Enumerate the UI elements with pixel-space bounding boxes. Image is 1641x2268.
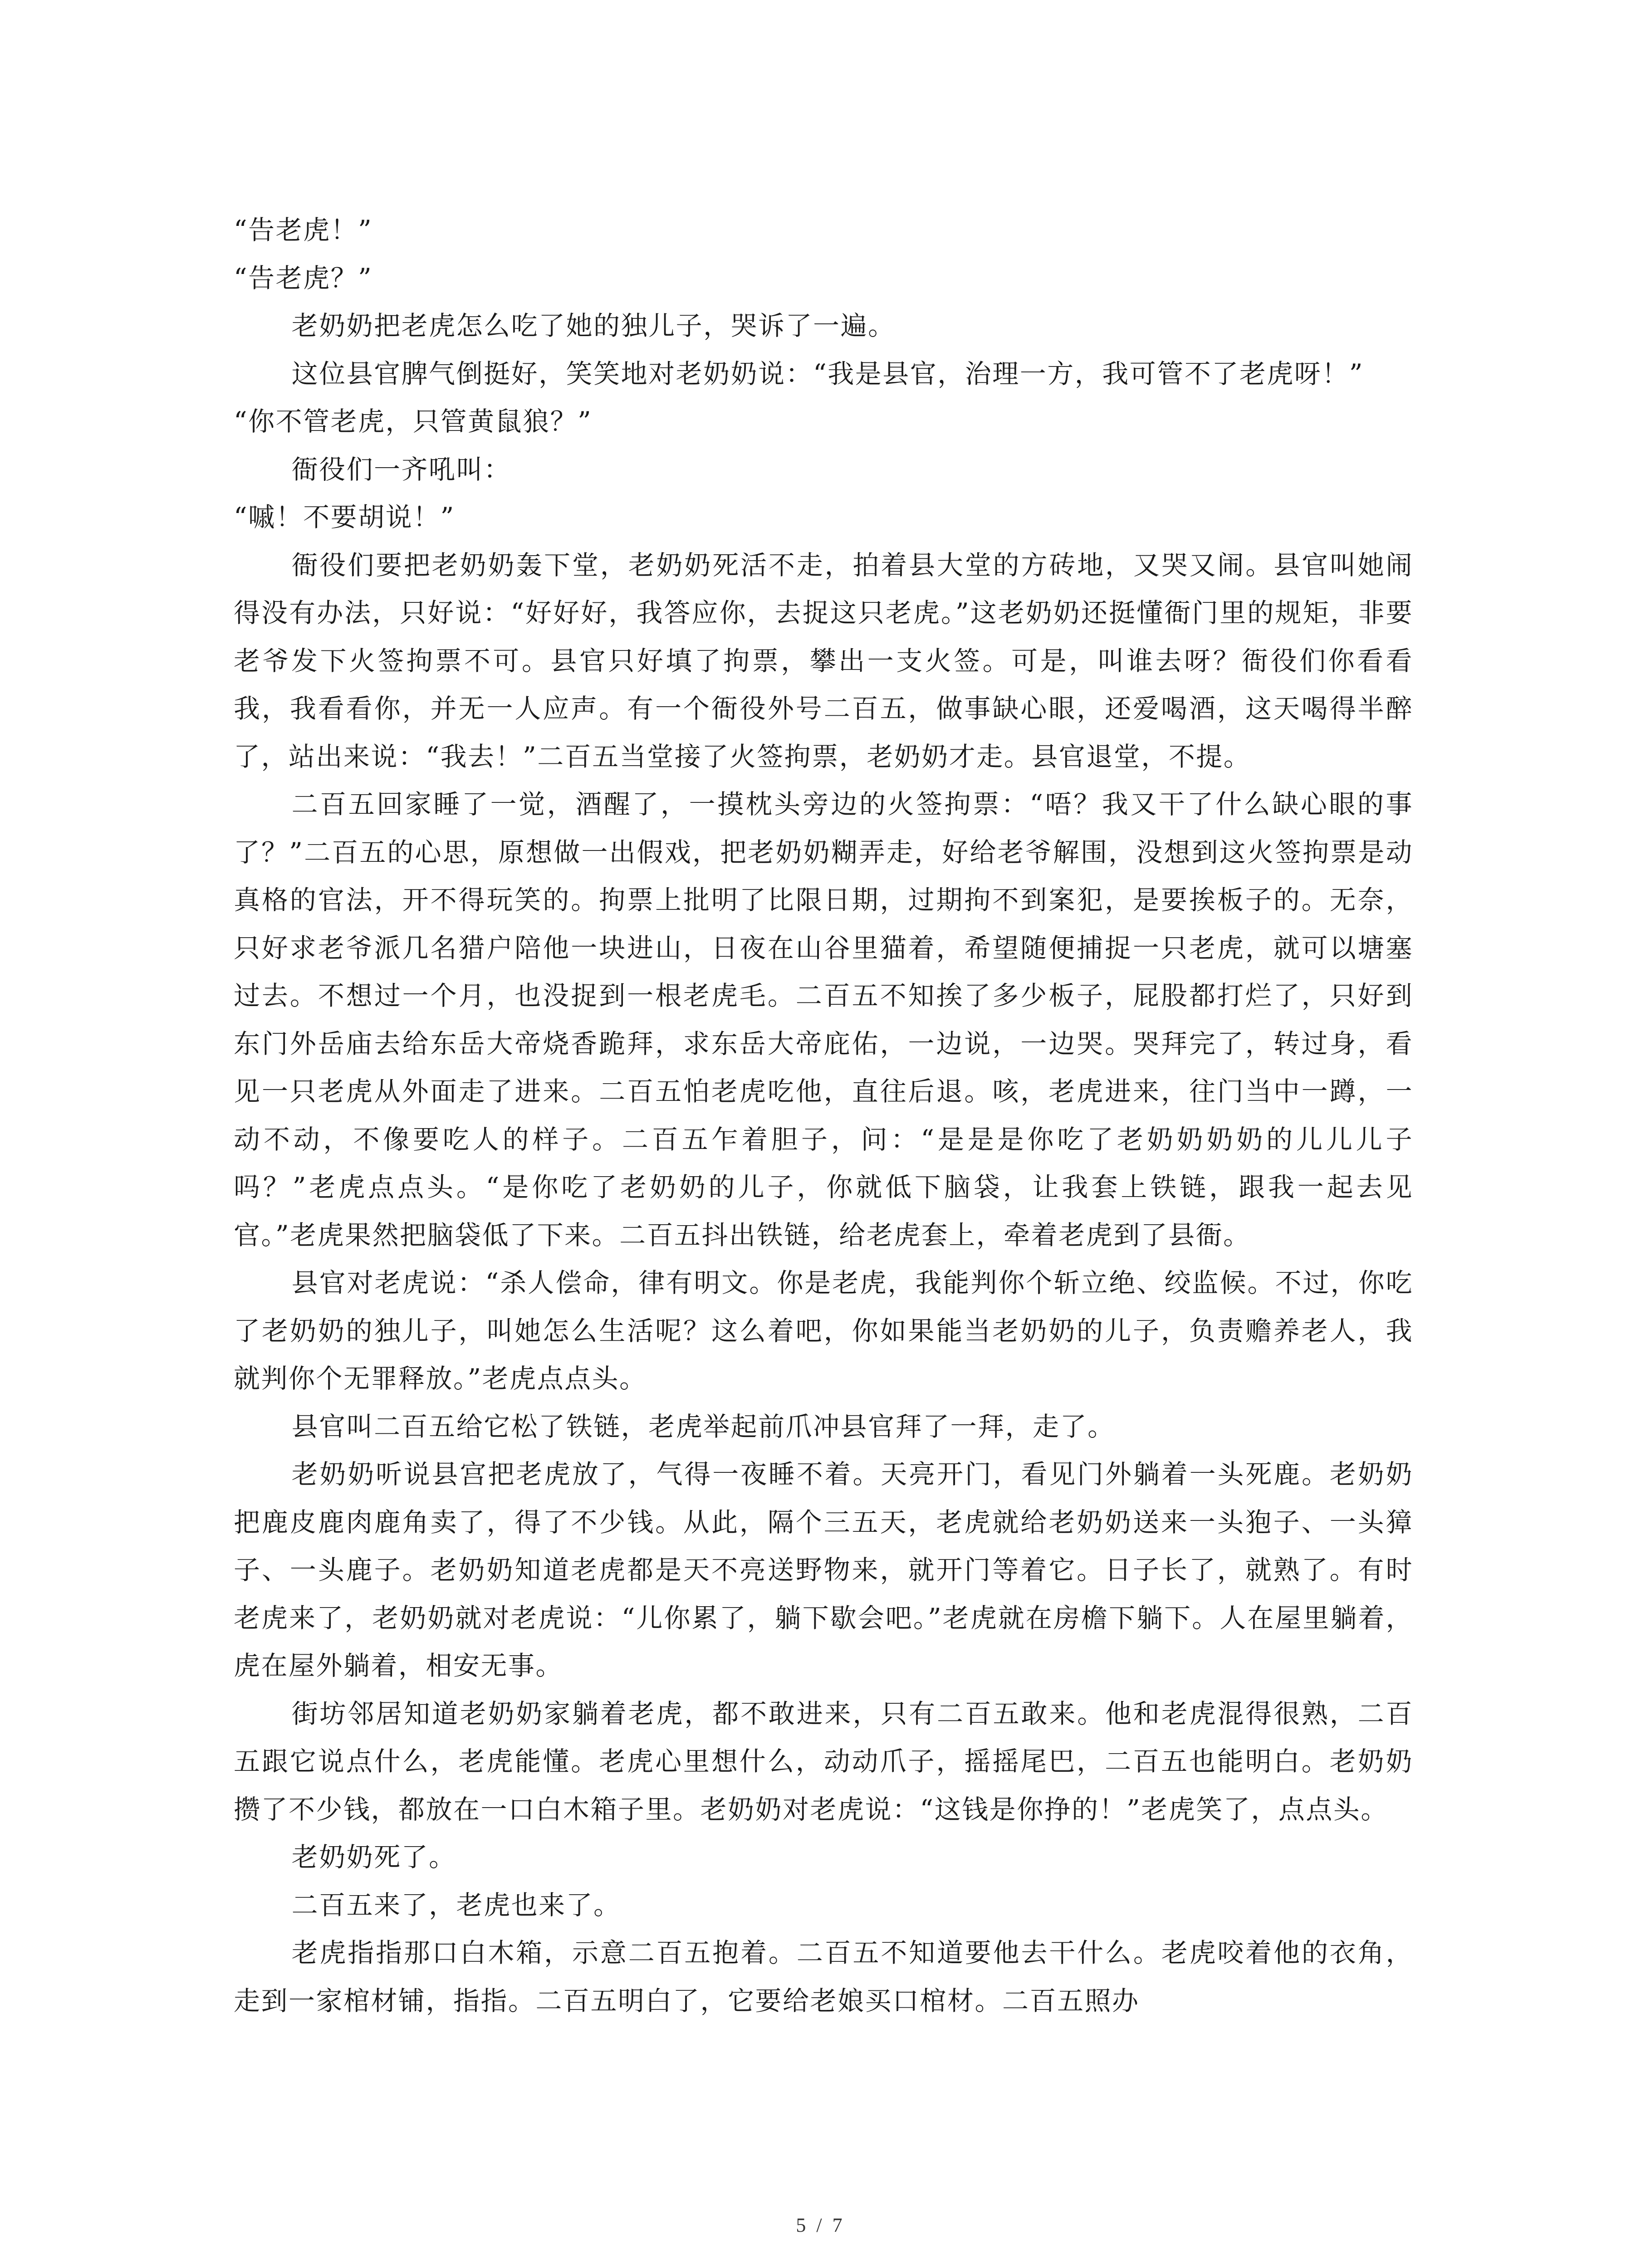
paragraph: 衙役们要把老奶奶轰下堂，老奶奶死活不走，拍着县大堂的方砖地，又哭又闹。县官叫她闹得没有办法，只好说：“好好好，我答应你，去捉这只老虎。”这老奶奶还挺懂衙门里的规矩，非要老爷发下火签拘票不可。县官只好填了拘票，攀出一支火签。可是，叫谁去呀？衙役们你看看我，我看看你，并无一人应声。有一个衙役外号二百五，做事缺心眼，还爱喝酒，这天喝得半醉了，站出来说：“我去！”二百五当堂接了火签拘票，老奶奶才走。县官退堂，不提。 xyxy=(234,549,1413,772)
paragraph: 街坊邻居知道老奶奶家躺着老虎，都不敢进来，只有二百五敢来。他和老虎混得很熟，二百五跟它说点什么，老虎能懂。老虎心里想什么，动动爪子，摇摇尾巴，二百五也能明白。老奶奶攒了不少钱，都放在一口白木箱子里。老奶奶对老虎说：“这钱是你挣的！”老虎笑了，点点头。 xyxy=(234,1698,1413,1825)
paragraph: 县官对老虎说：“杀人偿命，律有明文。你是老虎，我能判你个斩立绝、绞监候。不过，你吃了老奶奶的独儿子，叫她怎么生活呢？这么着吧，你如果能当老奶奶的儿子，负责赡养老人，我就判你个无罪释放。”老虎点点头。 xyxy=(234,1267,1413,1394)
paragraph: “告老虎？” xyxy=(234,262,373,293)
paragraph: 老奶奶死了。 xyxy=(291,1842,456,1872)
story-text xyxy=(234,206,1413,2025)
page-number: 5 / 7 xyxy=(796,2214,845,2236)
paragraph: 二百五回家睡了一觉，酒醒了，一摸枕头旁边的火签拘票：“唔？我又干了什么缺心眼的事了？”二百五的心思，原想做一出假戏，把老奶奶糊弄走，好给老爷解围，没想到这火签拘票是动真格的官法，开不得玩笑的。拘票上批明了比限日期，过期拘不到案犯，是要挨板子的。无奈，只好求老爷派几名猎户陪他一块进山，日夜在山谷里猫着，希望随便捕捉一只老虎，就可以塘塞过去。不想过一个月，也没捉到一根老虎毛。二百五不知挨了多少板子，屁股都打烂了，只好到东门外岳庙去给东岳大帝烧香跪拜，求东岳大帝庇佑，一边说，一边哭。哭拜完了，转过身，看见一只老虎从外面走了进来。二百五怕老虎吃他，直往后退。咳，老虎进来，往门当中一蹲，一动不动，不像要吃人的样子。二百五乍着胆子，问：“是是是你吃了老奶奶奶奶的儿儿儿子吗？”老虎点点头。“是你吃了老奶奶的儿子，你就低下脑袋，让我套上铁链，跟我一起去见官。”老虎果然把脑袋低了下来。二百五抖出铁链，给老虎套上，牵着老虎到了县衙。 xyxy=(234,789,1413,1251)
paragraph: 衙役们一齐吼叫： xyxy=(291,454,511,485)
paragraph: “告老虎！” xyxy=(234,215,373,245)
paragraph: 县官叫二百五给它松了铁链，老虎举起前爪冲县官拜了一拜，走了。 xyxy=(291,1411,1115,1442)
paragraph: 老虎指指那口白木箱，示意二百五抱着。二百五不知道要他去干什么。老虎咬着他的衣角，走到一家棺材铺，指指。二百五明白了，它要给老娘买口棺材。二百五照办 xyxy=(234,1937,1413,2016)
paragraph: “你不管老虎，只管黄鼠狼？” xyxy=(234,406,593,437)
paragraph: 老奶奶听说县宫把老虎放了，气得一夜睡不着。天亮开门，看见门外躺着一头死鹿。老奶奶把鹿皮鹿肉鹿角卖了，得了不少钱。从此，隔个三五天，老虎就给老奶奶送来一头狍子、一头獐子、一头鹿子。老奶奶知道老虎都是天不亮送野物来，就开门等着它。日子长了，就熟了。有时老虎来了，老奶奶就对老虎说：“儿你累了，躺下歇会吧。”老虎就在房檐下躺下。人在屋里躺着，虎在屋外躺着，相安无事。 xyxy=(234,1459,1413,1681)
paragraph: 这位县官脾气倒挺好，笑笑地对老奶奶说：“我是县官，治理一方，我可管不了老虎呀！” xyxy=(291,358,1364,389)
paragraph: 二百五来了，老虎也来了。 xyxy=(291,1889,621,1921)
paragraph: “嘁！不要胡说！” xyxy=(234,502,455,533)
paragraph: 老奶奶把老虎怎么吃了她的独儿子，哭诉了一遍。 xyxy=(291,310,896,341)
